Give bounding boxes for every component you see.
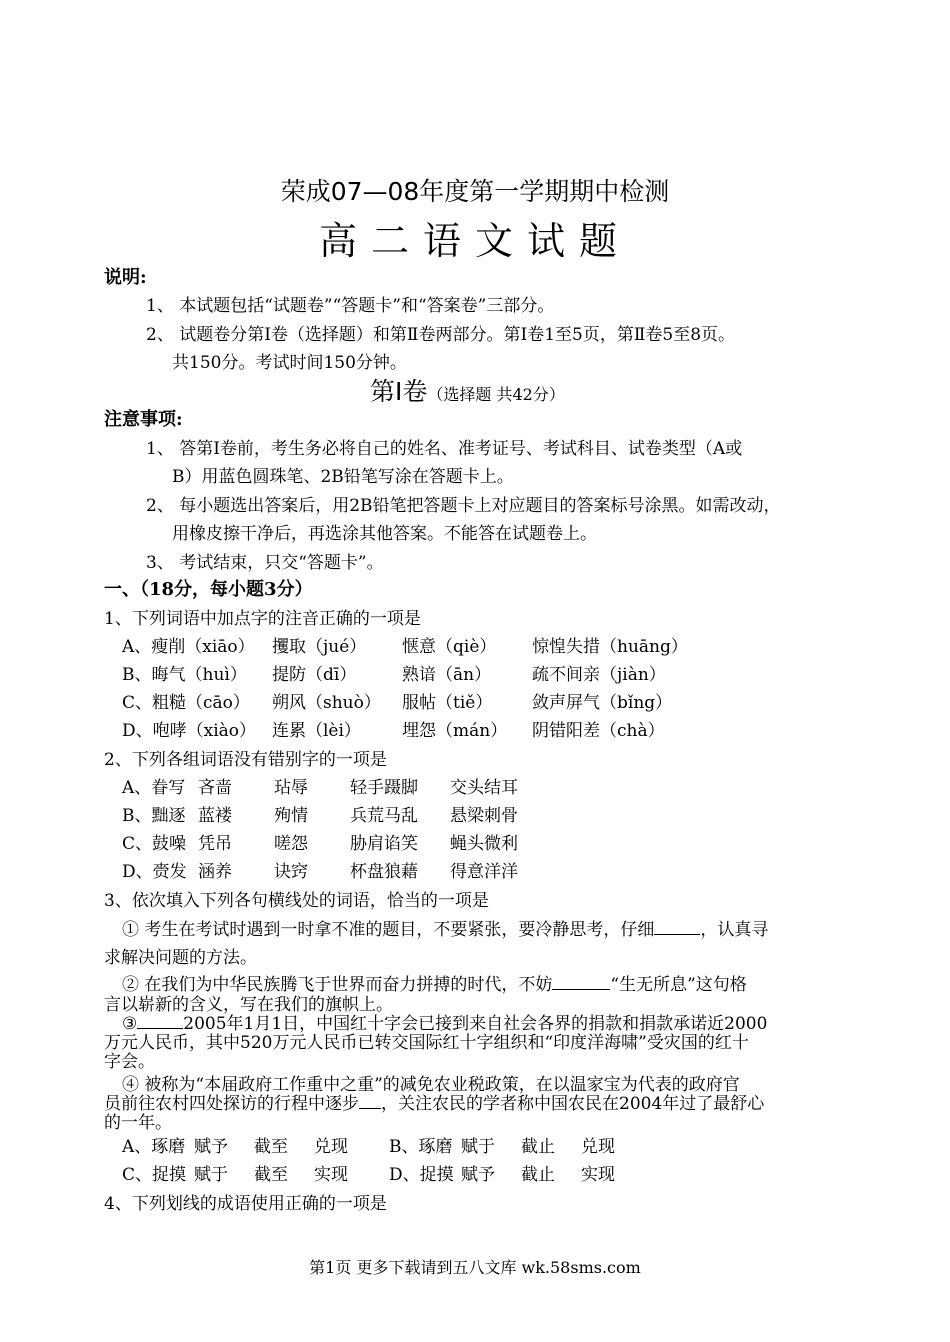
- q2-d-4: 杯盘狼藉: [350, 862, 418, 882]
- q2-option-a: [122, 773, 526, 798]
- q2-a-5: 交头结耳: [450, 778, 518, 798]
- q3-option-b: [389, 1132, 653, 1157]
- q1-c-1: C、粗糙（cāo）: [122, 693, 250, 713]
- q3-blank-2: [552, 975, 610, 990]
- q3-s3-cont: 万元人民币，其中520万元人民币已转交国际红十字组织和“印度洋海啸”受灾国的红十: [104, 1033, 749, 1053]
- q3-d-1: D、捉摸: [389, 1165, 454, 1185]
- q1-a-4: 惊惶失措（huāng）: [532, 637, 688, 657]
- q3-b-2: 赋于: [461, 1137, 495, 1157]
- q2-b-5: 悬梁刺骨: [450, 806, 518, 826]
- q3-option-d: [389, 1160, 653, 1185]
- q2-b-2: 蓝褛: [198, 806, 232, 826]
- q3-c-1: C、捉摸: [122, 1165, 187, 1185]
- q2-c-1: C、鼓噪: [122, 834, 187, 854]
- q2-b-4: 兵荒马乱: [350, 806, 418, 826]
- q3-s2-b: “生无所息”这句格: [610, 975, 747, 995]
- q1-d-1: D、咆哮（xiào）: [122, 721, 257, 741]
- exam-title: 高二语文试题: [318, 219, 631, 263]
- q2-b-1: B、黜逐: [122, 806, 186, 826]
- q3-s3-b: 2005年1月1日，中国红十字会已接到来自社会各界的捐款和捐款承诺近2000: [183, 1014, 768, 1034]
- q3-s4-b: 员前往农村四处探访的行程中逐步: [104, 1094, 359, 1114]
- q3-stem: 3、依次填入下列各句横线处的词语，恰当的一项是: [104, 891, 489, 911]
- notes-heading: 注意事项:: [104, 409, 183, 430]
- q1-b-1: B、晦气（huì）: [122, 665, 247, 685]
- q2-c-5: 蝇头微利: [450, 834, 518, 854]
- q1-a-3: 惬意（qiè）: [402, 637, 497, 657]
- q2-a-2: 吝啬: [198, 778, 232, 798]
- q3-blank-1: [654, 920, 700, 935]
- q1-option-b: [122, 660, 666, 685]
- q1-b-4: 疏不间亲（jiàn）: [532, 665, 666, 685]
- q2-stem: 2、下列各组词语没有错别字的一项是: [104, 750, 387, 770]
- q3-s3-a: ③: [122, 1014, 138, 1034]
- q3-c-2: 赋于: [194, 1165, 228, 1185]
- part1-heading: [370, 372, 565, 408]
- q1-a-2: 攫取（jué）: [272, 637, 367, 657]
- q3-s2-cont: 言以崭新的含义，写在我们的旗帜上。: [104, 995, 393, 1015]
- q2-c-3: 嗟怨: [274, 834, 308, 854]
- q1-option-d: [122, 716, 665, 741]
- q1-c-4: 敛声屏气（bǐng）: [532, 693, 673, 713]
- section-heading: 一、（18分，每小题3分）: [104, 579, 313, 600]
- q3-s1-cont: 求解决问题的方法。: [104, 948, 257, 968]
- note-item-3: 3、 考试结束，只交“答题卡”。: [146, 553, 384, 573]
- q2-a-1: A、眷写: [122, 778, 186, 798]
- q1-b-2: 提防（dī）: [272, 665, 357, 685]
- q3-option-c: [122, 1160, 386, 1185]
- q1-d-4: 阴错阳差（chà）: [532, 721, 665, 741]
- q1-option-c: [122, 688, 672, 713]
- q3-b-1: B、琢磨: [389, 1137, 453, 1157]
- exam-header: 荣成07—08年度第一学期期中检测: [280, 177, 670, 206]
- q3-blank-4: [359, 1094, 381, 1109]
- q2-option-c: [122, 829, 526, 854]
- q2-d-1: D、赍发: [122, 862, 187, 882]
- q3-a-1: A、琢磨: [122, 1137, 186, 1157]
- q3-a-4: 兑现: [314, 1137, 348, 1157]
- q3-b-4: 兑现: [581, 1137, 615, 1157]
- q2-option-d: [122, 857, 526, 882]
- q1-c-3: 服帖（tiě）: [402, 693, 493, 713]
- q2-c-2: 凭吊: [198, 834, 232, 854]
- q2-d-5: 得意洋洋: [450, 862, 518, 882]
- instruction-item-2: 2、 试题卷分第Ⅰ卷（选择题）和第Ⅱ卷两部分。第Ⅰ卷1至5页，第Ⅱ卷5至8页。: [146, 325, 736, 345]
- q3-a-3: 截至: [254, 1137, 288, 1157]
- q3-a-2: 赋予: [194, 1137, 228, 1157]
- q3-option-a: [122, 1132, 386, 1157]
- part1-title: 第Ⅰ卷: [370, 377, 428, 406]
- q3-s4-c: ，关注农民的学者称中国农民在2004年过了最舒心: [381, 1094, 765, 1114]
- q3-s4-cont: [104, 1089, 764, 1114]
- note-item-1-cont: B）用蓝色圆珠笔、2B铅笔写涂在答题卡上。: [172, 467, 514, 487]
- q3-c-4: 实现: [314, 1165, 348, 1185]
- part1-subtitle: （选择题 共42分）: [427, 385, 565, 404]
- q2-b-3: 殉情: [274, 806, 308, 826]
- q3-blank-3: [137, 1014, 183, 1029]
- instruction-item-2-cont: 共150分。考试时间150分钟。: [172, 353, 407, 373]
- q1-a-1: A、瘦削（xiāo）: [122, 637, 255, 657]
- q3-c-3: 截至: [254, 1165, 288, 1185]
- q2-d-3: 诀窍: [274, 862, 308, 882]
- q1-option-a: [122, 632, 688, 657]
- q1-d-2: 连累（lèi）: [272, 721, 361, 741]
- note-item-2-cont: 用橡皮擦干净后，再选涂其他答案。不能答在试题卷上。: [172, 524, 597, 544]
- q3-b-3: 截止: [521, 1137, 555, 1157]
- q2-c-4: 胁肩谄笑: [350, 834, 418, 854]
- note-item-1: 1、 答第Ⅰ卷前，考生务必将自己的姓名、准考证号、考试科目、试卷类型（A或: [146, 439, 743, 459]
- q4-stem: 4、下列划线的成语使用正确的一项是: [104, 1194, 387, 1214]
- q1-stem: 1、下列词语中加点字的注音正确的一项是: [104, 609, 421, 629]
- q1-d-3: 埋怨（mán）: [402, 721, 508, 741]
- page-footer: 第1页 更多下载请到五八文库 wk.58sms.com: [309, 1258, 641, 1277]
- q2-a-3: 玷辱: [274, 778, 308, 798]
- instructions-heading: 说明:: [104, 267, 147, 288]
- q3-s2-a: ② 在我们为中华民族腾飞于世界而奋力拼搏的时代，不妨: [122, 975, 553, 995]
- q3-d-2: 赋予: [461, 1165, 495, 1185]
- q3-s1-a: ① 考生在考试时遇到一时拿不准的题目，不要紧张，要冷静思考，仔细: [122, 920, 655, 940]
- q3-s1-b: ，认真寻: [700, 920, 769, 940]
- q2-d-2: 涵养: [198, 862, 232, 882]
- note-item-2: 2、 每小题选出答案后，用2B铅笔把答题卡上对应题目的答案标号涂黑。如需改动，: [146, 496, 781, 516]
- q3-d-3: 截止: [521, 1165, 555, 1185]
- q3-s3-end: 字会。: [104, 1052, 155, 1072]
- q3-sentence-1: [122, 915, 768, 940]
- instruction-item-1: 1、 本试题包括“试题卷”“答题卡”和“答案卷”三部分。: [146, 296, 555, 316]
- q2-option-b: [122, 801, 526, 826]
- q3-d-4: 实现: [581, 1165, 615, 1185]
- q3-sentence-4: ④ 被称为“本届政府工作重中之重”的减免农业税政策，在以温家宝为代表的政府官: [122, 1075, 740, 1095]
- q1-c-2: 朔风（shuò）: [272, 693, 381, 713]
- q2-a-4: 轻手蹑脚: [350, 778, 418, 798]
- q1-b-3: 熟谙（ān）: [402, 665, 492, 685]
- q3-s4-end: 的一年。: [104, 1113, 172, 1133]
